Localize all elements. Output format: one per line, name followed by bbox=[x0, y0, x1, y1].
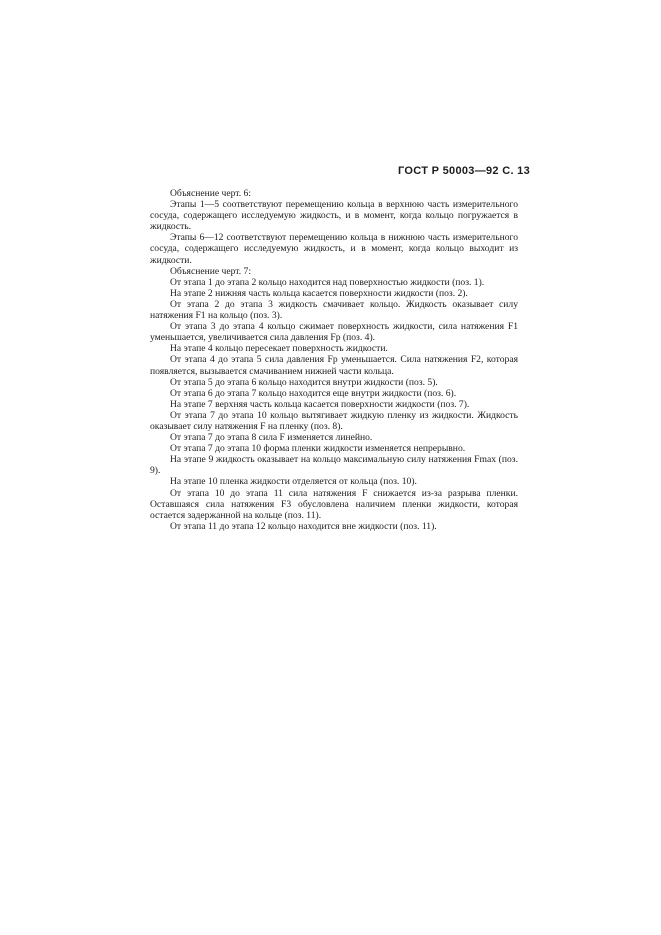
paragraph: На этапе 10 пленка жидкости отделяется от кольца (поз. 10). bbox=[170, 476, 417, 488]
paragraph: От этапа 7 до этапа 10 форма пленки жидкости изменяется непрерывно. bbox=[170, 443, 466, 455]
paragraph: От этапа 6 до этапа 7 кольцо находится еще внутри жидкости (поз. 6). bbox=[170, 387, 457, 399]
document-body bbox=[150, 188, 518, 532]
paragraph: От этапа 7 до этапа 8 сила F изменяется линейно. bbox=[170, 432, 373, 444]
paragraph: От этапа 2 до этапа 3 жидкость смачивает кольцо. Жидкость оказывает силу натяжения F1 на кольцо (поз. 3). bbox=[150, 298, 518, 322]
paragraph: Этапы 1—5 соответствуют перемещению кольца в верхнюю часть измерительного сосуда, содержащего исследуемую жидкость, и в момент, когда кольцо погружается в жидкость. bbox=[150, 199, 518, 233]
page-header: ГОСТ Р 50003—92 С. 13 bbox=[398, 165, 530, 177]
paragraph: На этапе 9 жидкость оказывает на кольцо максимальную силу натяжения Fmax (поз. 9). bbox=[150, 454, 518, 477]
paragraph: На этапе 2 нижняя часть кольца касается поверхности жидкости (поз. 2). bbox=[170, 287, 468, 299]
paragraph: От этапа 11 до этапа 12 кольцо находится вне жидкости (поз. 11). bbox=[170, 520, 437, 532]
paragraph: От этапа 7 до этапа 10 кольцо вытягивает жидкую пленку из жидкости. Жидкость оказывает силу натяжения F на пленку (поз. 8). bbox=[150, 409, 518, 432]
paragraph: От этапа 4 до этапа 5 сила давления Fp уменьшается. Сила натяжения F2, которая появляется, вызывается смачиванием нижней части кольца. bbox=[150, 354, 518, 377]
paragraph: На этапе 7 верхняя часть кольца касается поверхности жидкости (поз. 7). bbox=[170, 398, 470, 410]
paragraph: От этапа 1 до этапа 2 кольцо находится над поверхностью жидкости (поз. 1). bbox=[170, 276, 485, 288]
paragraph: Этапы 6—12 соответствуют перемещению кольца в нижнюю часть измерительного сосуда, содержащего исследуемую жидкость, и в момент, когда кольцо выходит из жидкости. bbox=[150, 232, 518, 266]
paragraph: Объяснение черт. 7: bbox=[170, 265, 252, 277]
paragraph: От этапа 5 до этапа 6 кольцо находится внутри жидкости (поз. 5). bbox=[170, 376, 438, 388]
paragraph: На этапе 4 кольцо пересекает поверхность жидкости. bbox=[170, 343, 388, 355]
paragraph: Объяснение черт. 6: bbox=[170, 188, 252, 199]
paragraph: От этапа 10 до этапа 11 сила натяжения F снижается из-за разрыва пленки. Оставшаяся сила натяжения F3 обусловлена наличием пленки жидкости, которая остается задержанной на кольце (поз. 11). bbox=[150, 487, 518, 521]
paragraph: От этапа 3 до этапа 4 кольцо сжимает поверхность жидкости, сила натяжения F1 уменьшается, увеличивается сила давления Fp (поз. 4). bbox=[150, 321, 518, 344]
